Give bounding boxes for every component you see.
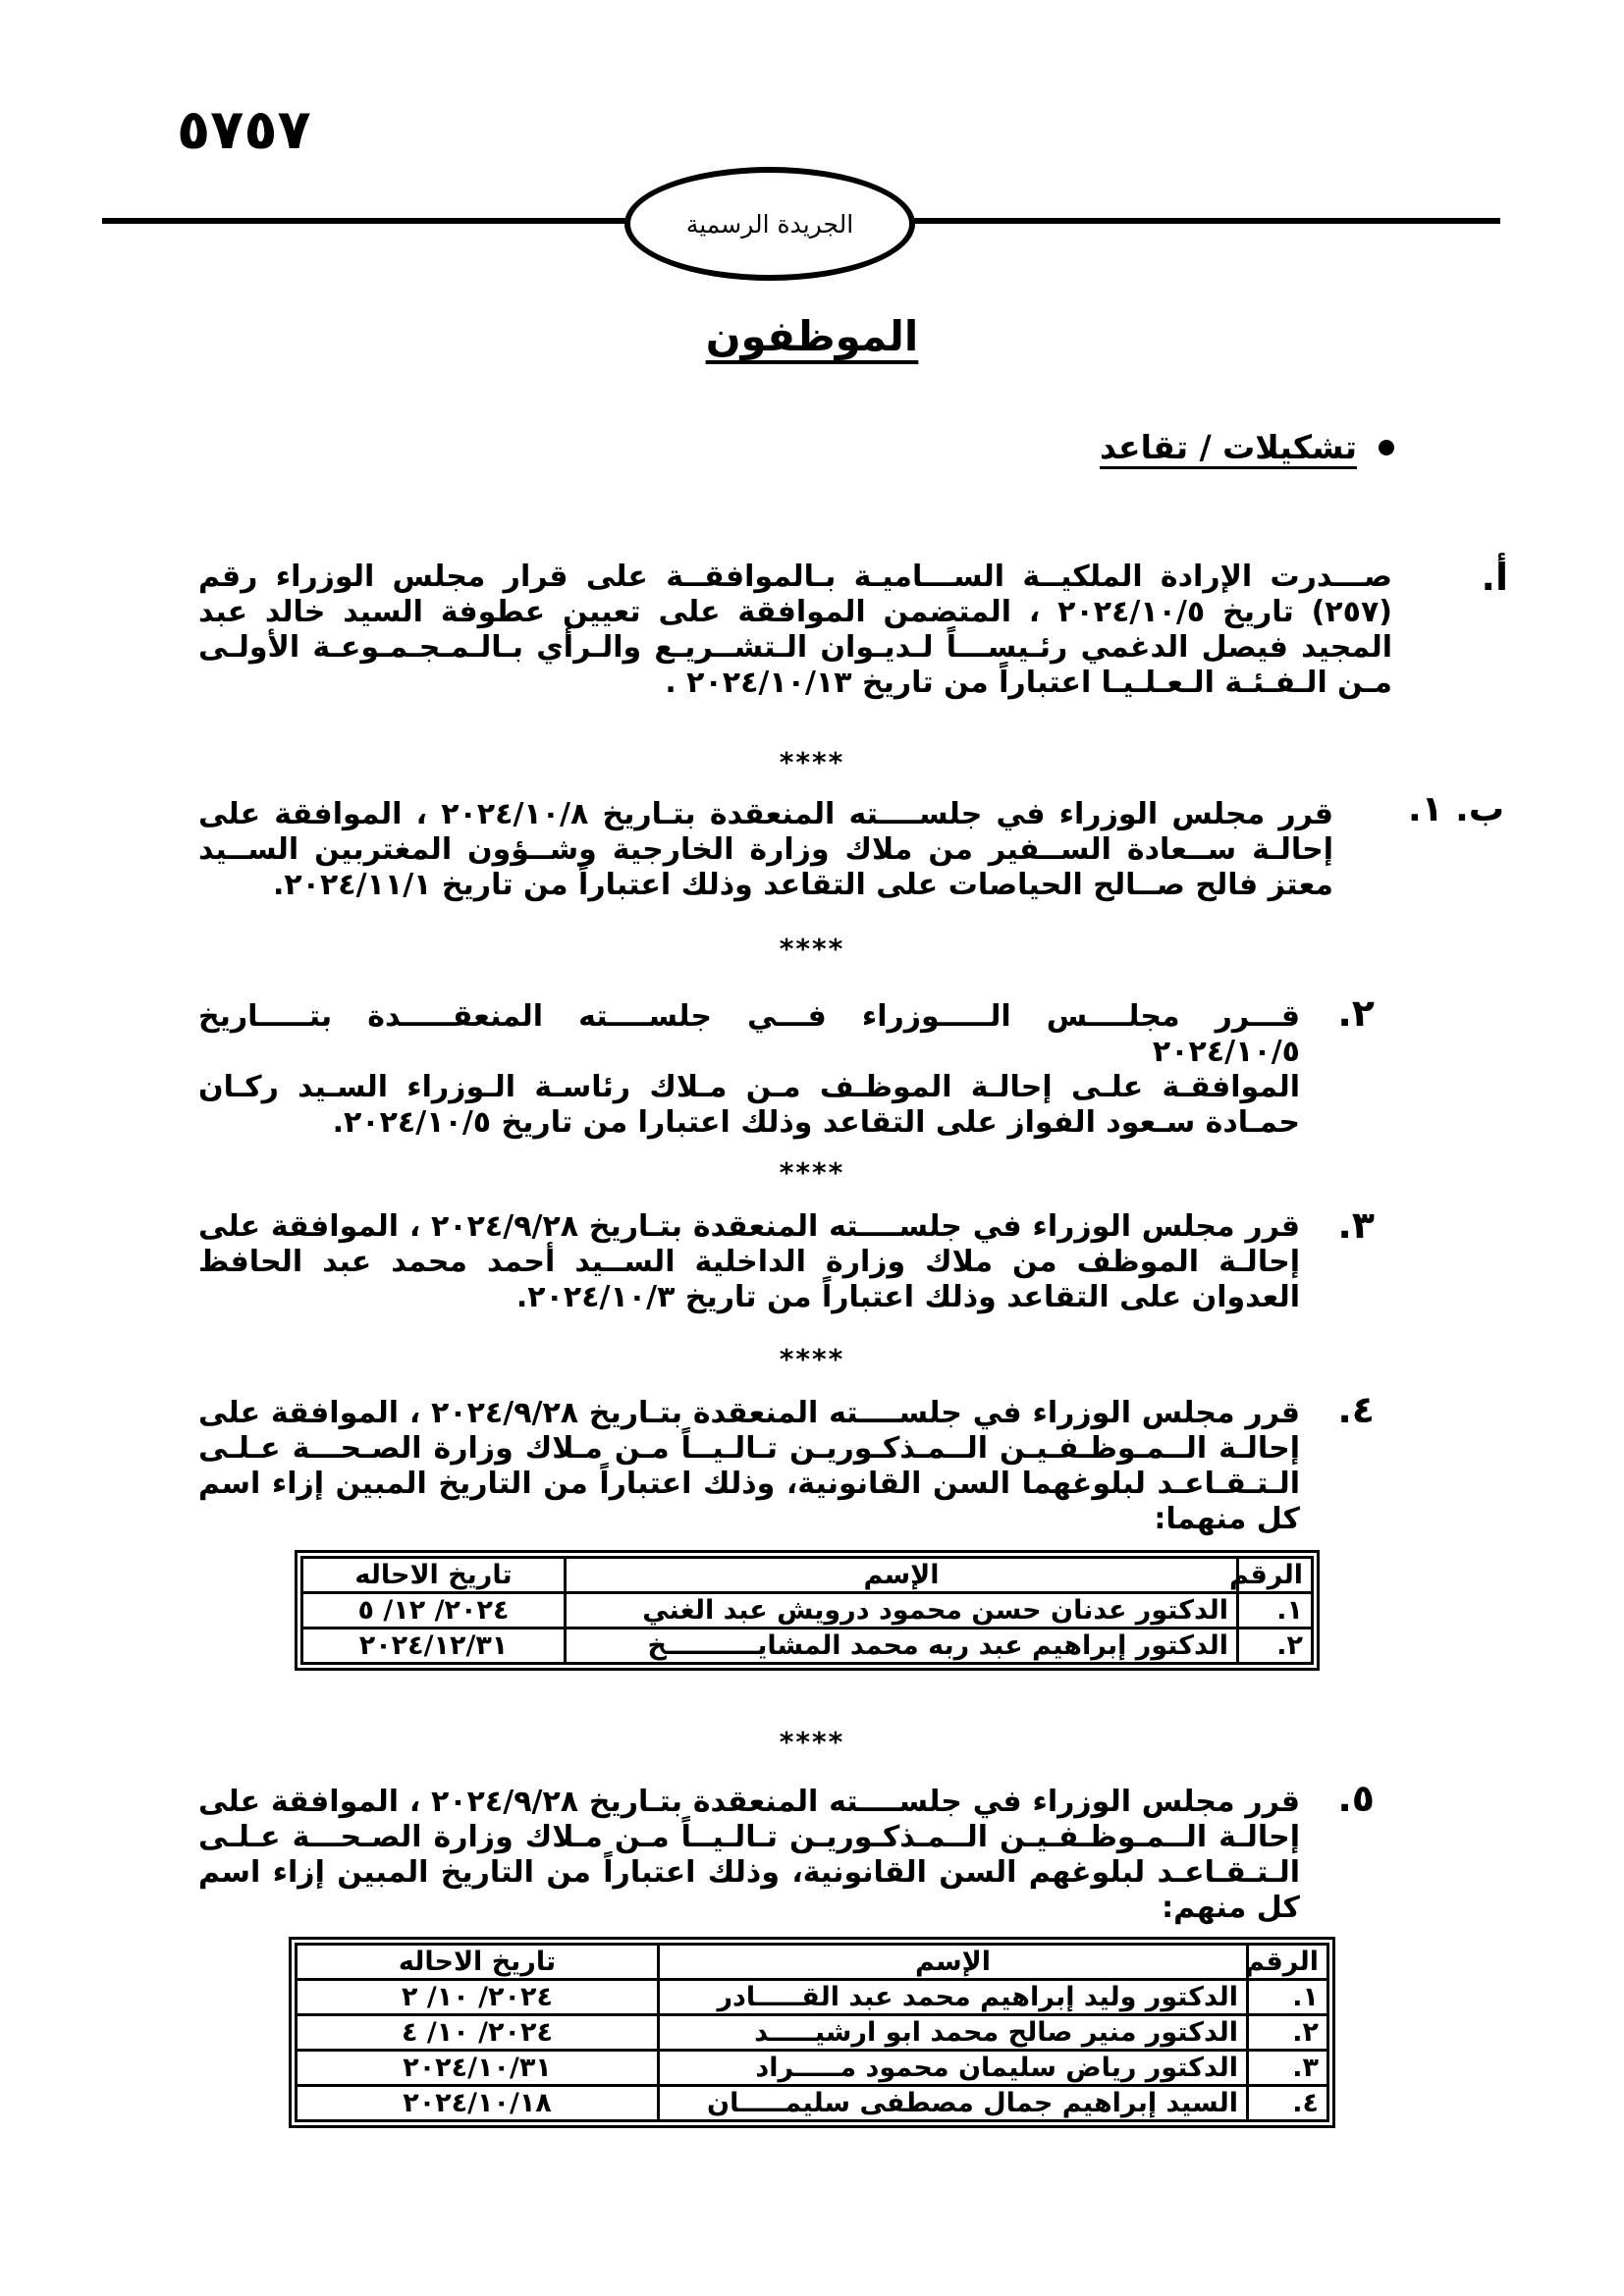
- entry-marker: ٢.: [1337, 991, 1375, 1035]
- entry-paragraph: الموافقـة علـى إحالـة الموظـف مـن مـلاك رئاسـة الـوزراء السـيد ركـان حمـادة سـعود الفواز على التقاعد وذلك اعتبارا من تاريخ ٢٠٢٤/١٠/٥.: [198, 1070, 1300, 1140]
- retirees-table-1: [300, 1556, 1314, 1665]
- table-row: [297, 2015, 1328, 2051]
- gazette-masthead: [624, 167, 915, 281]
- cell-date: ٢٠٢٤/ ١٠/ ٢: [297, 1980, 659, 2015]
- entry-paragraph: صـــدرت الإرادة الملكيــة الســـاميـة بـالموافقــة على قرار مجلس الوزراء رقم (٢٥٧) تاريخ ٢٠٢٤/١٠/٥ ، المتضمن الموافقة على تعيين عطوفة السيد خالد عبد المجيد فيصل الدغمي رئـيســـاً لـديـوان الـتشــريـع والـرأي بـالـمـجـمـوعـة الأولـى مـن الـفـئـة الـعـلـيـا اعتباراً من تاريخ ٢٠٢٤/١٠/١٣ .: [198, 560, 1392, 700]
- cell-name: الدكتور منير صالح محمد ابو ارشيـــــد: [659, 2015, 1248, 2051]
- column-header-name: الإسم: [659, 1945, 1248, 1980]
- cell-number: ٢.: [1238, 1629, 1313, 1664]
- cell-number: ٢.: [1248, 2015, 1328, 2051]
- subsection-heading: [1100, 428, 1394, 466]
- entry-marker: ٥.: [1337, 1777, 1375, 1820]
- column-header-number: الرقم: [1238, 1558, 1313, 1593]
- cell-name: الدكتور عدنان حسن محمود درويش عبد الغني: [566, 1593, 1238, 1629]
- page-number: ٥٧٥٧: [177, 98, 311, 162]
- cell-date: ٢٠٢٤/١٢/٣١: [302, 1629, 566, 1664]
- column-header-date: تاريخ الاحاله: [302, 1558, 566, 1593]
- cell-name: الدكتور رياض سليمان محمود مـــــراد: [659, 2051, 1248, 2086]
- table-row: [297, 2086, 1328, 2121]
- entry-paragraph: قرر مجلس الوزراء في جلســــته المنعقدة بتـاريخ ٢٠٢٤/١٠/٨ ، الموافقة على إحالـة ســعادة الســفير من ملاك وزارة الخارجية وشــؤون المغتربين الســيد معتز فالح صــالح الحياصات على التقاعد وذلك اعتباراً من تاريخ ٢٠٢٤/١١/١.: [198, 797, 1333, 902]
- column-header-name: الإسم: [566, 1558, 1238, 1593]
- cell-date: ٢٠٢٤/١٠/١٨: [297, 2086, 659, 2121]
- cell-name: الدكتور وليد إبراهيم محمد عبد القـــــادر: [659, 1980, 1248, 2015]
- separator-stars: ****: [779, 1156, 845, 1189]
- table-row: [302, 1593, 1313, 1629]
- table-header-row: [302, 1558, 1313, 1593]
- cell-number: ١.: [1248, 1980, 1328, 2015]
- cell-number: ٣.: [1248, 2051, 1328, 2086]
- cell-date: ٢٠٢٤/ ١٢/ ٥: [302, 1593, 566, 1629]
- entry-marker: أ.: [1481, 556, 1508, 599]
- column-header-date: تاريخ الاحاله: [297, 1945, 659, 1980]
- subsection-label: تشكيلات / تقاعد: [1099, 428, 1357, 466]
- entry-paragraph: قرر مجلس الوزراء في جلســــته المنعقدة بتـاريخ ٢٠٢٤/٩/٢٨ ، الموافقة على إحالـة الموظف من ملاك وزارة الداخلية الســيد أحمد محمد عبد الحافظ العدوان على التقاعد وذلك اعتباراً من تاريخ ٢٠٢٤/١٠/٣.: [198, 1209, 1300, 1314]
- entry-paragraph: قرر مجلس الوزراء في جلســــته المنعقدة بتـاريخ ٢٠٢٤/٩/٢٨ ، الموافقة على إحالـة الــمـوظـفـيـن الــمـذكـوريـن تـالـيــاً مـن مـلاك وزارة الصـحـــة عـلـى الـتـقـاعـد لبلوغهما السن القانونية، وذلك اعتباراً من التاريخ المبين إزاء اسم كل منهما:: [198, 1396, 1300, 1536]
- table-row: [297, 1980, 1328, 2015]
- retirees-table-2: [295, 1943, 1329, 2122]
- cell-number: ٤.: [1248, 2086, 1328, 2121]
- cell-number: ١.: [1238, 1593, 1313, 1629]
- table-row: [302, 1629, 1313, 1664]
- cell-date: ٢٠٢٤/١٠/٣١: [297, 2051, 659, 2086]
- table-row: [297, 2051, 1328, 2086]
- cell-date: ٢٠٢٤/ ١٠/ ٤: [297, 2015, 659, 2051]
- entry-marker: ٤.: [1337, 1388, 1375, 1431]
- entry-marker: ب. ١.: [1407, 789, 1504, 829]
- entry-paragraph-line1: قـــرر مجلــــس الـــــوزراء فـــي جلســــته المنعقـــــدة بتـــــاريخ ٢٠٢٤/١٠/٥: [198, 999, 1300, 1069]
- column-header-number: الرقم: [1248, 1945, 1328, 1980]
- cell-name: الدكتور إبراهيم عبد ربه محمد المشايــــــــــخ: [566, 1629, 1238, 1664]
- table-header-row: [297, 1945, 1328, 1980]
- entry-marker: ٣.: [1337, 1203, 1375, 1247]
- bullet-icon: [1379, 440, 1394, 455]
- section-title: الموظفون: [705, 312, 919, 360]
- entry-paragraph: قرر مجلس الوزراء في جلســــته المنعقدة بتـاريخ ٢٠٢٤/٩/٢٨ ، الموافقة على إحالـة الــمـوظـفـيـن الــمـذكـوريـن تـالـيــاً مـن مـلاك وزارة الصـحـــة عـلـى الـتـقـاعـد لبلوغهم السن القانونية، وذلك اعتباراً من التاريخ المبين إزاء اسم كل منهم:: [198, 1785, 1300, 1925]
- gazette-name: الجريدة الرسمية: [685, 209, 854, 239]
- separator-stars: ****: [779, 1343, 845, 1375]
- separator-stars: ****: [779, 1726, 845, 1758]
- separator-stars: ****: [779, 746, 845, 778]
- separator-stars: ****: [779, 933, 845, 965]
- cell-name: السيد إبراهيم جمال مصطفى سليمـــــان: [659, 2086, 1248, 2121]
